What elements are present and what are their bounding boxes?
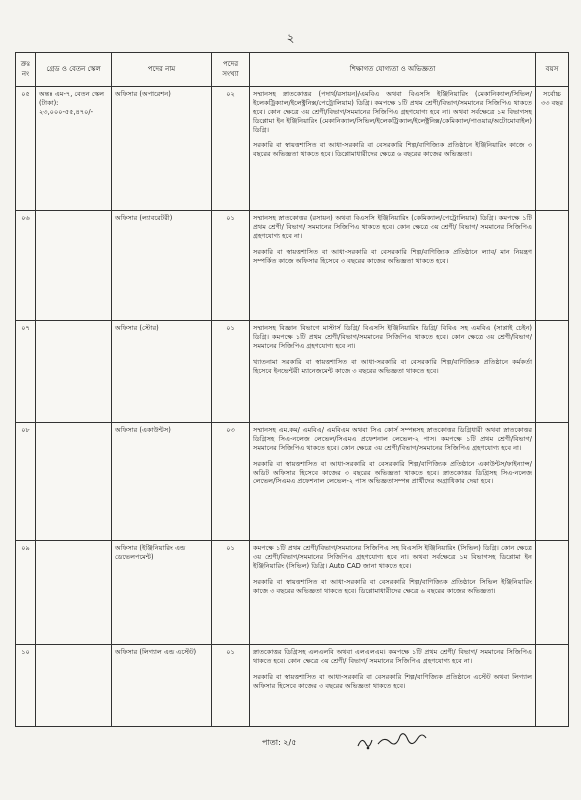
header-qualification: শিক্ষাগত যোগ্যতা ও অভিজ্ঞতা [250,53,536,87]
row-age [536,211,569,321]
qualification-text: সম্মানসহ এম.কম/ এমবিএ/ এমবিএম অথবা সিএ কোর্স সম্পন্নসহ স্নাতকোত্তর ডিগ্রিধারী অথবা স্নাতকোত্তর ডিগ্রিসহ সিএ-নলেজ লেভেল/সিএমএ প্রফেশনাল লেভেল-২ পাস। কমপক্ষে ১টি প্রথম শ্রেণী/বিভাগ/সমমানের সিজিপিএ থাকতে হবে। কোন ক্ষেত্রে ৩য় শ্রেণী/বিভাগ/সমমানের সিজিপিএ গ্রহণযোগ্য হবে না। [253,426,532,452]
header-grade: গ্রেড ও বেতন স্কেল [36,53,112,87]
row-post: অফিসার (অপারেশন) [112,87,212,211]
row-count: ০২ [212,87,250,211]
recruitment-table [15,52,569,727]
table-header-row [16,53,569,87]
row-qualification [250,211,536,321]
qualification-text: সম্মানসহ স্নাতকোত্তর (পদার্থ/রসায়ন)/এমবিএ অথবা বিএসসি ইঞ্জিনিয়ারিং (মেকানিক্যাল/সিভিল/ইলেকট্রিক্যাল/ইলেক্ট্রনিক্স/পেট্রোলিয়াম) ডিগ্রি। কমপক্ষে ১টি প্রথম শ্রেণী/বিভাগ/সমমানের সিজিপিএ থাকতে হবে। কোন ক্ষেত্রে ৩য় শ্রেণী/বিভাগ/সমমানের সিজিপিএ গ্রহণযোগ্য হবে না। অথবা সর্বক্ষেত্রে ১ম বিভাগসহ ডিপ্লোমা ইন ইঞ্জিনিয়ারিং (মেকানিক্যাল/সিভিল/ইলেকট্রিক্যাল/ইলেক্ট্রনিক্স/কেমিক্যাল/পাওয়ার/অটোমোবাইল) ডিগ্রি। [253,90,532,134]
table-row [16,87,569,211]
experience-text: সরকারি বা স্বায়ত্তশাসিত বা আধা-সরকারি বা বেসরকারি শিল্প/বাণিজ্যিক প্রতিষ্ঠানে ইঞ্জিনিয়ারিং কাজে ৩ বছরের অভিজ্ঞতা থাকতে হবে। ডিপ্লোমাধারীদের ক্ষেত্রে ৬ বছরের কাজের অভিজ্ঞতা। [253,141,532,159]
row-grade [36,423,112,541]
qualification-text: কমপক্ষে ১টি প্রথম শ্রেণী/বিভাগ/সমমানের সিজিপিএ সহ বিএসসি ইঞ্জিনিয়ারিং (সিভিল) ডিগ্রি। কোন ক্ষেত্রে ৩য় শ্রেণী/বিভাগ/সমমানের সিজিপিএ গ্রহণযোগ্য হবে না। অথবা সর্বক্ষেত্রে ১ম বিভাগসহ ডিপ্লোমা ইন ইঞ্জিনিয়ারিং (সিভিল) ডিগ্রি। Auto CAD জানা থাকতে হবে। [253,544,532,570]
row-grade [36,321,112,423]
experience-text: সরকারি বা স্বায়ত্তশাসিত বা আধা-সরকারি বা বেসরকারি শিল্প/বাণিজ্যিক প্রতিষ্ঠানে একাউন্টস/ফাইন্যান্স/অডিট অফিসার হিসেবে কাজের ৩ বছরের অভিজ্ঞতা থাকতে হবে। স্নাতকোত্তর ডিগ্রিসহ সিএ-নলেজ লেভেল/সিএমএ প্রফেশনাল লেভেল-২ পাস অভিজ্ঞতাসম্পন্ন প্রার্থীদের অগ্রাধিকার দেয়া হবে। [253,459,532,486]
row-grade [36,211,112,321]
row-grade: অন্তঃ এম-৭, বেতন স্কেল (টাকা): ২৩,০০০-৫৫,৪৭০/- [36,87,112,211]
row-post: অফিসার (স্টোর) [112,321,212,423]
page-footer: পাতা: ২/৫ [262,738,297,747]
row-qualification [250,321,536,423]
qualification-text: স্নাতকোত্তর ডিগ্রিসহ এলএলবি অথবা এলএলএম। কমপক্ষে ১টি প্রথম শ্রেণী/ বিভাগ/ সমমানের সিজিপিএ থাকতে হবে। কোন ক্ষেত্রে ৩য় শ্রেণী/ বিভাগ/ সমমানের সিজিপিএ গ্রহণযোগ্য হবে না। [253,648,532,665]
experience-text: সরকারি বা স্বায়ত্তশাসিত বা আধা-সরকারি বা বেসরকারি শিল্প/বাণিজ্যিক প্রতিষ্ঠানে ল্যাব/ মান নিয়ন্ত্রণ সম্পর্কিত কাজে অফিসার হিসেবে ৩ বছরের কাজের অভিজ্ঞতা থাকতে হবে। [253,247,532,265]
row-count: ০১ [212,541,250,645]
row-qualification [250,87,536,211]
page-number-top: ২ [286,31,295,45]
row-count: ০১ [212,645,250,727]
qualification-text: সম্মানসহ স্নাতকোত্তর (রসায়ন) অথবা বিএসসি ইঞ্জিনিয়ারিং (কেমিক্যাল/পেট্রোলিয়াম) ডিগ্রি। কমপক্ষে ১টি প্রথম শ্রেণী/ বিভাগ/ সমমানের সিজিপিএ থাকতে হবে। কোন ক্ষেত্রে ৩য় শ্রেণী/ বিভাগ/ সমমানের সিজিপিএ গ্রহণযোগ্য হবে না। [253,214,532,240]
experience-text: সরকারি বা স্বায়ত্তশাসিত বা আধা-সরকারি বা বেসরকারি শিল্প/বাণিজ্যিক প্রতিষ্ঠানে সিভিল ইঞ্জিনিয়ারিং কাজে ৩ বছরের অভিজ্ঞতা থাকতে হবে। ডিপ্লোমাধারীদের ক্ষেত্রে ৬ বছরের কাজের অভিজ্ঞতা। [253,577,532,595]
row-post: অফিসার (লিগ্যাল এন্ড এস্টেট) [112,645,212,727]
table-row [16,211,569,321]
row-serial: ০৯ [16,541,36,645]
table-row [16,321,569,423]
row-count: ০৩ [212,423,250,541]
header-post: পদের নাম [112,53,212,87]
header-serial: ক্রঃ নং [16,53,36,87]
row-age [536,423,569,541]
row-qualification [250,541,536,645]
experience-text: খ্যাতনামা সরকারি বা স্বায়ত্তশাসিত বা আধা-সরকারি বা বেসরকারি শিল্প/বাণিজ্যিক প্রতিষ্ঠানে কর্মকর্তা হিসেবে ইনভেন্টরী ম্যানেজমেন্ট কাজে ৩ বছরের অভিজ্ঞতা থাকতে হবে। [253,357,532,375]
row-count: ০১ [212,211,250,321]
row-age [536,321,569,423]
table-row [16,645,569,727]
row-count: ০১ [212,321,250,423]
header-count: পদের সংখ্যা [212,53,250,87]
row-age: সর্বোচ্চ ৩৩ বছর [536,87,569,211]
row-serial: ০৮ [16,423,36,541]
signature-icon [354,730,434,754]
row-serial: ০৭ [16,321,36,423]
row-age [536,541,569,645]
row-age [536,645,569,727]
row-qualification [250,423,536,541]
header-age: বয়স [536,53,569,87]
table-row [16,423,569,541]
row-post: অফিসার (ইঞ্জিনিয়ারিং এন্ড ডেভেলপমেন্ট) [112,541,212,645]
table-row [16,541,569,645]
row-grade [36,645,112,727]
row-serial: ১০ [16,645,36,727]
row-qualification [250,645,536,727]
row-serial: ০৫ [16,87,36,211]
row-post: অফিসার (একাউন্টস) [112,423,212,541]
row-post: অফিসার (ল্যাবরেটরী) [112,211,212,321]
experience-text: সরকারি বা স্বায়ত্তশাসিত বা আধা-সরকারি বা বেসরকারি শিল্প/বাণিজ্যিক প্রতিষ্ঠানে এস্টেট অথবা লিগ্যাল অফিসার হিসেবে কাজের ৩ বছরের অভিজ্ঞতা থাকতে হবে। [253,672,532,690]
qualification-text: সম্মানসহ বিজ্ঞান বিভাগে মাস্টার্স ডিগ্রি/ বিএসসি ইঞ্জিনিয়ারিং ডিগ্রি/ বিবিএ সহ এমবিএ (সাপ্লাই চেইন) ডিগ্রি। কমপক্ষে ১টি প্রথম শ্রেণী/বিভাগ/সমমানের সিজিপিএ থাকতে হবে। কোন ক্ষেত্রে ৩য় শ্রেণী/বিভাগ/সমমানের সিজিপিএ গ্রহণযোগ্য হবে না। [253,324,532,350]
row-grade [36,541,112,645]
row-serial: ০৬ [16,211,36,321]
